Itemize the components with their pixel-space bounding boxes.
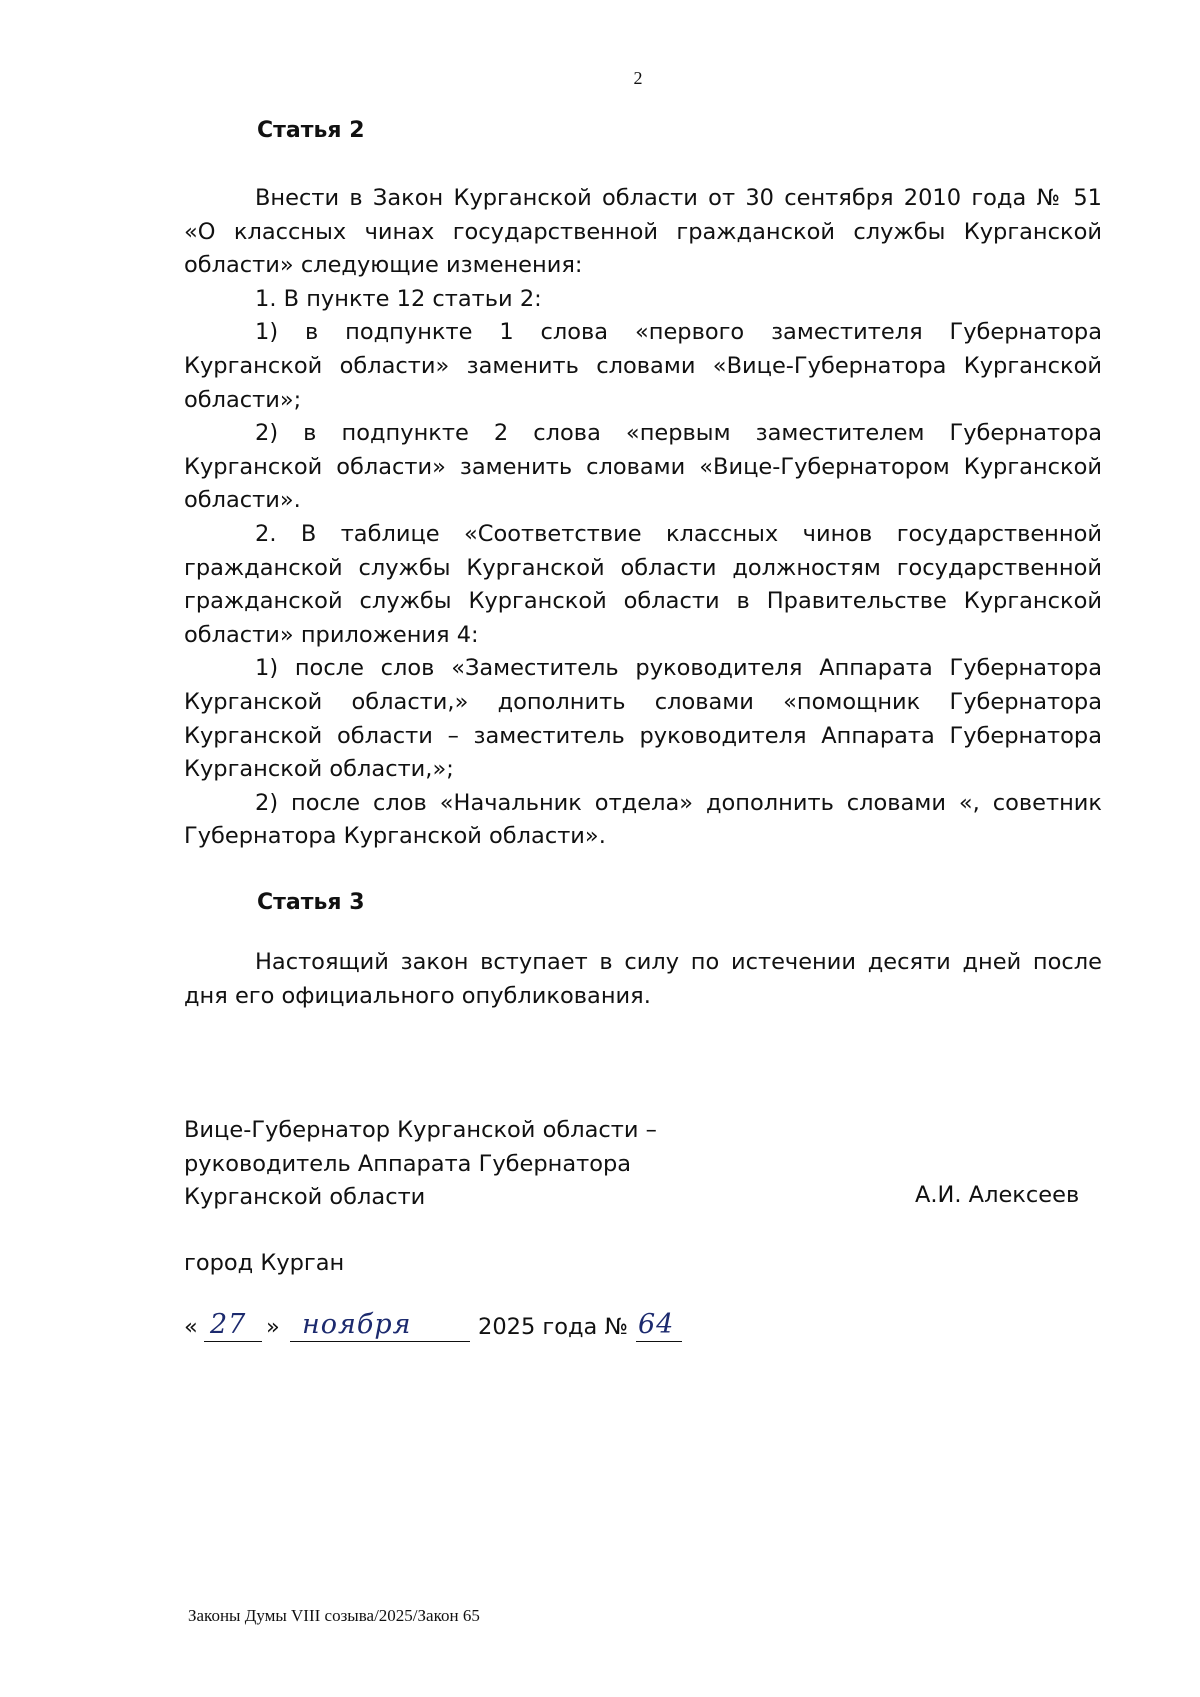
article-2-paragraph: 1. В пункте 12 статьи 2: [255, 285, 542, 312]
signatory-title-line: Курганской области [184, 1184, 426, 1211]
footer-reference: Законы Думы VIII созыва/2025/Закон 65 [188, 1606, 480, 1625]
signatory-name: А.И. Алексеев [915, 1182, 1080, 1208]
date-year-text: 2025 года № [478, 1314, 628, 1340]
date-open-quote: « [184, 1314, 198, 1340]
article-2-paragraph: 1) в подпункте 1 слова «первого заместителя Губернатора Курганской области» заменить словами «Вице-Губернатора Курганской области»; [184, 319, 1102, 413]
article-2-paragraph: 2) после слов «Начальник отдела» дополнить словами «, советник Губернатора Курганской области». [184, 789, 1102, 850]
handwritten-day: 27 [210, 1309, 247, 1340]
article-3-body [184, 946, 1102, 1013]
signatory-title-line: руководитель Аппарата Губернатора [184, 1150, 632, 1177]
handwritten-month: ноября [302, 1309, 412, 1340]
article-2-body [184, 182, 1102, 854]
article-3-heading: Статья 3 [257, 890, 365, 915]
article-3-paragraph: Настоящий закон вступает в силу по истечении десяти дней после дня его официального опубликования. [184, 949, 1102, 1009]
handwritten-number: 64 [638, 1309, 675, 1340]
place-of-signing: город Курган [184, 1250, 345, 1276]
page-number: 2 [633, 68, 643, 88]
signatory-title-line: Вице-Губернатор Курганской области – [184, 1117, 657, 1143]
article-2-paragraph: 1) после слов «Заместитель руководителя Аппарата Губернатора Курганской области,» дополнить словами «помощник Губернатора Курганской области – заместитель руководителя Аппарата Губернатора Курганской области,»; [184, 655, 1102, 783]
article-2-paragraph: Внести в Закон Курганской области от 30 сентября 2010 года № 51 «О классных чинах государственной гражданской службы Курганской области» следующие изменения: [184, 185, 1102, 279]
article-2-paragraph: 2) в подпункте 2 слова «первым заместителем Губернатора Курганской области» заменить словами «Вице-Губернатором Курганской области». [184, 420, 1102, 514]
article-2-paragraph: 2. В таблице «Соответствие классных чинов государственной гражданской службы Курганской области должностям государственной гражданской службы Курганской области в Правительстве Курганской области» приложения 4: [184, 520, 1102, 648]
date-close-quote: » [266, 1314, 280, 1340]
article-2-heading: Статья 2 [257, 118, 365, 143]
